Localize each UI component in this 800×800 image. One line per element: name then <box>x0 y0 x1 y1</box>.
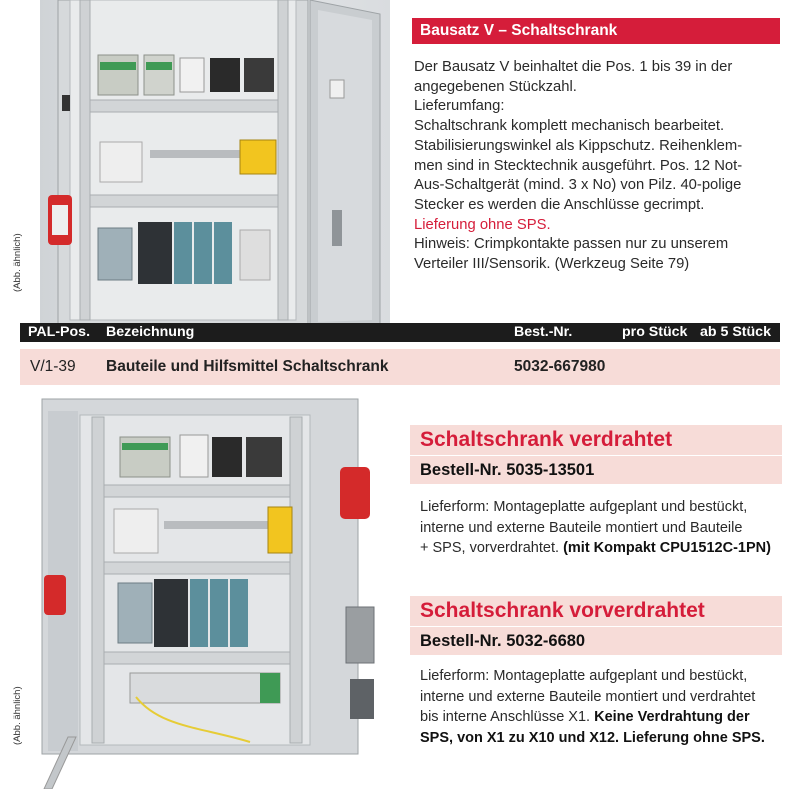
desc-line-normal: + SPS, vorverdrahtet. <box>420 540 564 556</box>
desc-line <box>420 728 790 749</box>
desc-line-bold: SPS, von X1 zu X10 und X12. Lieferung ohne SPS. <box>420 729 765 746</box>
cabinet-illustration-bottom <box>40 397 392 789</box>
col-pro-stueck: pro Stück <box>622 324 688 340</box>
row-name: Bauteile und Hilfsmittel Schaltschrank <box>106 358 389 375</box>
photo-caption-bottom: (Abb. ähnlich) <box>12 686 23 745</box>
desc-line-bold: Keine Verdrahtung der <box>594 709 750 725</box>
cabinet-illustration-top <box>40 0 390 330</box>
desc-line: Aus-Schaltgerät (mind. 3 x No) von Pilz. 40-polige <box>414 177 742 194</box>
row-pos: V/1-39 <box>30 358 76 375</box>
hint-line: Hinweis: Crimpkontakte passen nur zu unserem <box>414 236 729 253</box>
photo-caption-top: (Abb. ähnlich) <box>12 233 23 292</box>
table-row <box>20 349 780 385</box>
desc-line: interne und externe Bauteile montiert und Bauteile <box>420 519 743 536</box>
section-wired-description <box>420 497 790 559</box>
section-prewired-order-number: Bestell-Nr. 5032-6680 <box>410 627 782 655</box>
col-best-nr: Best.-Nr. <box>514 324 573 340</box>
desc-line: Schaltschrank komplett mechanisch bearbeitet. <box>414 118 725 135</box>
desc-line-normal: bis interne Anschlüsse X1. <box>420 709 595 725</box>
row-order-number: 5032-667980 <box>514 358 606 375</box>
desc-line: angegebenen Stückzahl. <box>414 78 577 95</box>
desc-line: Stabilisierungswinkel als Kippschutz. Reihenklem- <box>414 137 743 154</box>
desc-line: Lieferform: Montageplatte aufgeplant und bestückt, <box>420 668 748 684</box>
col-pal-pos: PAL-Pos. <box>28 324 91 340</box>
desc-line: Lieferform: Montageplatte aufgeplant und bestückt, <box>420 499 748 515</box>
desc-line: Der Bausatz V beinhaltet die Pos. 1 bis 39 in der <box>414 59 733 75</box>
cabinet-photo-top <box>40 0 390 330</box>
hint-line: Verteiler III/Sensorik. (Werkzeug Seite 79) <box>414 256 690 273</box>
desc-line-bold: (mit Kompakt CPU1512C-1PN) <box>563 540 771 556</box>
desc-line: Lieferumfang: <box>414 98 505 115</box>
desc-line: Stecker es werden die Anschlüsse gecrimpt. <box>414 196 705 213</box>
section-prewired-title: Schaltschrank vorverdrahtet <box>410 596 782 626</box>
table-header <box>20 323 780 342</box>
kit-header: Bausatz V – Schaltschrank <box>412 18 780 44</box>
desc-line: men sind in Stecktechnik ausgeführt. Pos. 12 Not- <box>414 157 743 174</box>
col-bezeichnung: Bezeichnung <box>106 324 195 340</box>
kit-description <box>414 58 784 275</box>
desc-line: interne und externe Bauteile montiert und verdrahtet <box>420 688 756 705</box>
col-ab-5-stueck: ab 5 Stück <box>700 324 771 340</box>
desc-line <box>420 538 790 559</box>
section-wired-title: Schaltschrank verdrahtet <box>410 425 782 455</box>
cabinet-photo-bottom <box>40 397 392 789</box>
delivery-note: Lieferung ohne SPS. <box>414 216 551 233</box>
section-wired-order-number: Bestell-Nr. 5035-13501 <box>410 456 782 484</box>
section-prewired-description <box>420 666 790 748</box>
desc-line <box>420 707 790 728</box>
